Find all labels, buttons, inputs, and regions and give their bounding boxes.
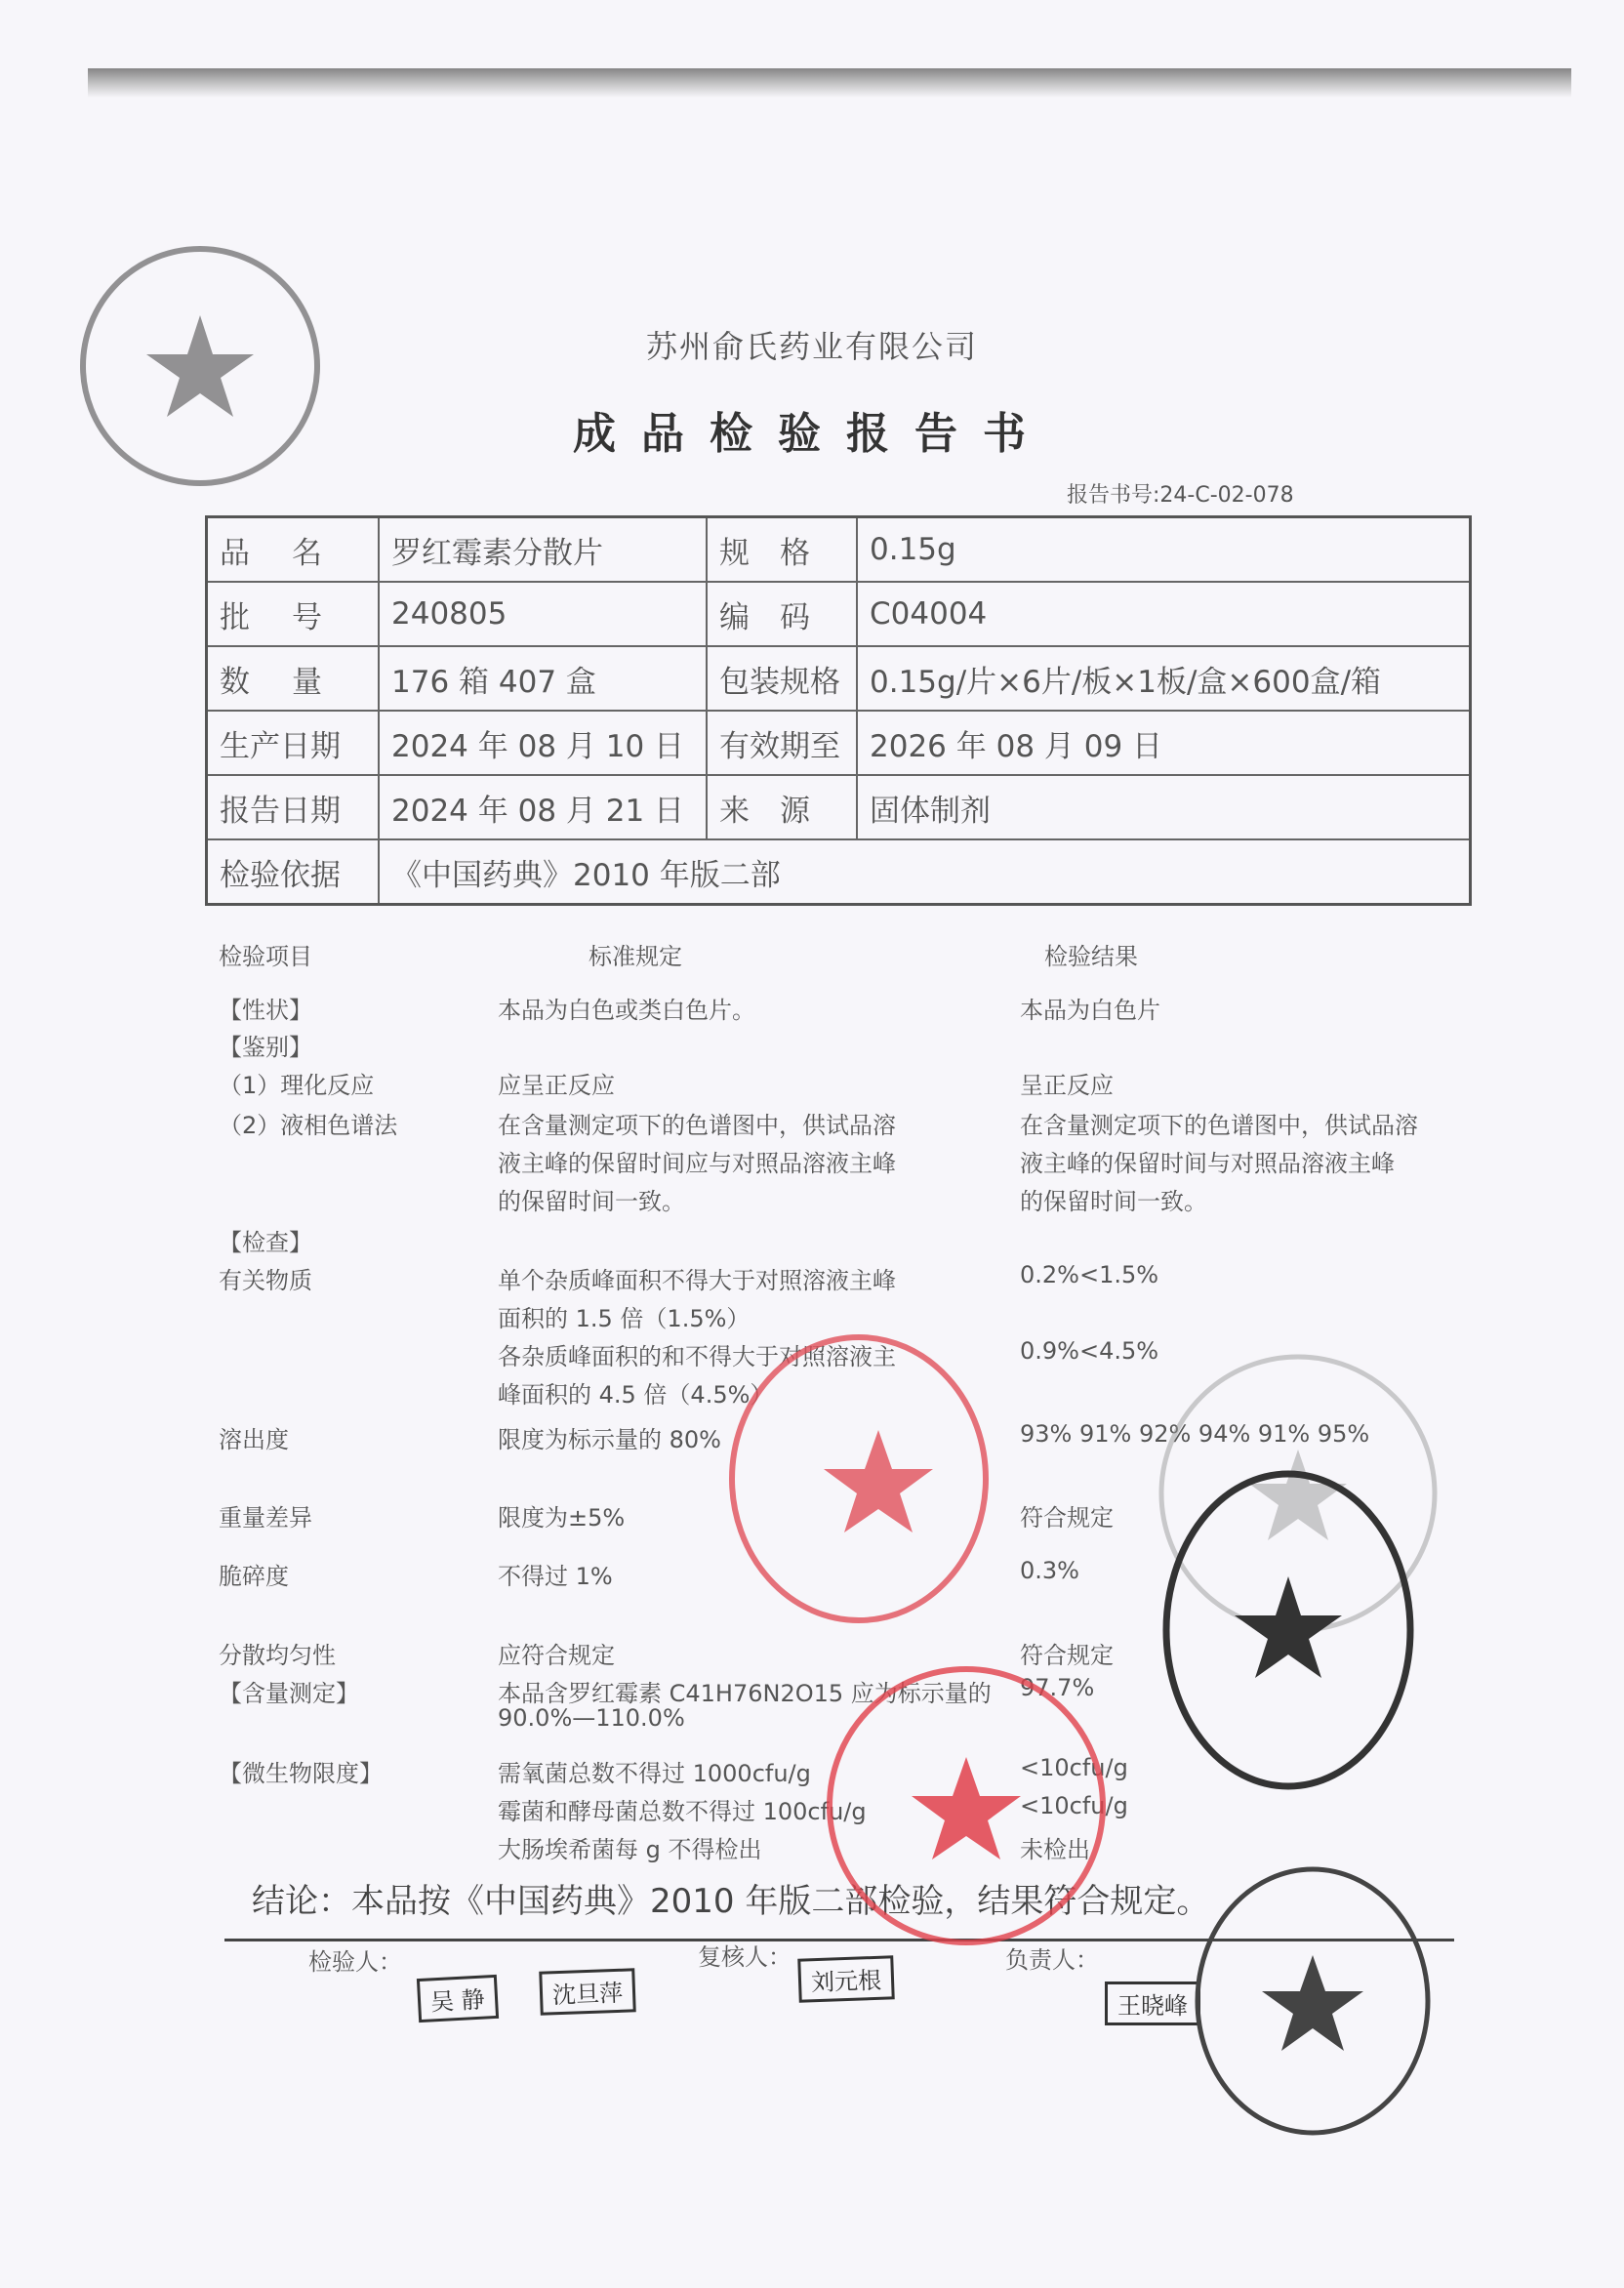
reviewer-signature: 刘元根 <box>797 1955 895 2002</box>
label-name: 品 名 <box>207 517 380 583</box>
value-pack: 0.15g/片×6片/板×1板/盒×600盒/箱 <box>857 646 1471 711</box>
row-standard: 峰面积的 4.5 倍（4.5%） <box>498 1381 774 1409</box>
row-standard: 的保留时间一致。 <box>498 1188 685 1215</box>
row-result: 液主峰的保留时间与对照品溶液主峰 <box>1020 1150 1395 1177</box>
inspector-signature-2: 沈旦萍 <box>539 1968 636 2015</box>
inspector-label: 检验人： <box>308 1948 402 1976</box>
label-spec: 规 格 <box>707 517 857 583</box>
report-title: 成品检验报告书 <box>573 409 1051 459</box>
inspector-signature-1: 吴 静 <box>417 1975 499 2022</box>
row-item: （1）理化反应 <box>219 1072 375 1099</box>
row-result: 未检出 <box>1020 1836 1090 1863</box>
label-basis: 检验依据 <box>207 839 380 905</box>
label-report-date: 报告日期 <box>207 775 380 839</box>
responsible-signature: 王晓峰 <box>1105 1982 1200 2025</box>
row-item: 【微生物限度】 <box>219 1760 383 1787</box>
label-pack: 包装规格 <box>707 646 857 711</box>
product-info-table <box>205 515 1472 906</box>
table-row <box>207 839 1471 905</box>
row-item: （2）液相色谱法 <box>219 1112 398 1139</box>
column-header-standard: 标准规定 <box>589 943 682 970</box>
row-item: 分散均匀性 <box>219 1642 336 1669</box>
scan-edge-shadow <box>88 68 1571 98</box>
row-item: 【鉴别】 <box>219 1034 312 1061</box>
row-standard: 面积的 1.5 倍（1.5%） <box>498 1305 751 1332</box>
row-result: <10cfu/g <box>1020 1792 1128 1819</box>
reviewer-label: 复核人： <box>698 1943 792 1971</box>
row-standard: 不得过 1% <box>498 1563 613 1590</box>
row-standard: 应符合规定 <box>498 1642 615 1669</box>
row-standard: 在含量测定项下的色谱图中，供试品溶 <box>498 1112 896 1139</box>
table-row <box>207 646 1471 711</box>
label-batch: 批 号 <box>207 582 380 646</box>
row-standard: 单个杂质峰面积不得大于对照溶液主峰 <box>498 1267 896 1294</box>
row-result: 0.3% <box>1020 1557 1079 1584</box>
row-standard: 限度为标示量的 80% <box>498 1426 721 1453</box>
row-result: 符合规定 <box>1020 1642 1114 1669</box>
row-standard: 本品为白色或类白色片。 <box>498 997 755 1024</box>
row-standard: 大肠埃希菌每 g 不得检出 <box>498 1836 762 1863</box>
value-report-date: 2024 年 08 月 21 日 <box>379 775 707 839</box>
responsible-label: 负责人： <box>1005 1946 1099 1974</box>
table-row <box>207 711 1471 775</box>
row-item: 重量差异 <box>219 1504 312 1532</box>
row-standard: 液主峰的保留时间应与对照品溶液主峰 <box>498 1150 896 1177</box>
row-item: 有关物质 <box>219 1267 312 1294</box>
stamp-quality-dept-gray <box>73 239 327 493</box>
value-mfg: 2024 年 08 月 10 日 <box>379 711 707 775</box>
row-standard: 霉菌和酵母菌总数不得过 100cfu/g <box>498 1798 867 1825</box>
table-row <box>207 517 1471 583</box>
stamp-yu-pharma-qc <box>1186 1859 1440 2143</box>
row-item: 【检查】 <box>219 1229 312 1256</box>
row-result: 0.9%<4.5% <box>1020 1337 1159 1365</box>
row-standard: 各杂质峰面积的和不得大于对照溶液主 <box>498 1343 896 1370</box>
value-exp: 2026 年 08 月 09 日 <box>857 711 1471 775</box>
row-standard: 应呈正反应 <box>498 1072 615 1099</box>
label-code: 编 码 <box>707 582 857 646</box>
row-result: 本品为白色片 <box>1020 997 1160 1024</box>
row-item: 【性状】 <box>219 997 312 1024</box>
value-name: 罗红霉素分散片 <box>379 517 707 583</box>
row-standard: 90.0%—110.0% <box>498 1704 685 1732</box>
value-code: C04004 <box>857 582 1471 646</box>
value-spec: 0.15g <box>857 517 1471 583</box>
row-result: 0.2%<1.5% <box>1020 1261 1159 1288</box>
column-header-result: 检验结果 <box>1044 943 1138 970</box>
label-exp: 有效期至 <box>707 711 857 775</box>
row-item: 溶出度 <box>219 1426 289 1453</box>
value-batch: 240805 <box>379 582 707 646</box>
company-name: 苏州俞氏药业有限公司 <box>645 328 978 365</box>
label-source: 来 源 <box>707 775 857 839</box>
row-result: <10cfu/g <box>1020 1754 1128 1781</box>
row-item: 【含量测定】 <box>219 1680 359 1707</box>
label-qty: 数 量 <box>207 646 380 711</box>
row-standard: 本品含罗红霉素 C41H76N2O15 应为标示量的 <box>498 1680 992 1707</box>
row-result: 符合规定 <box>1020 1504 1114 1532</box>
table-row <box>207 582 1471 646</box>
row-item: 脆碎度 <box>219 1563 289 1590</box>
stamp-quality-dept-red <box>722 1328 995 1630</box>
value-qty: 176 箱 407 盒 <box>379 646 707 711</box>
row-result: 的保留时间一致。 <box>1020 1188 1207 1215</box>
row-result: 93% 91% 92% 94% 91% 95% <box>1020 1420 1370 1448</box>
stamp-red-lower <box>820 1659 1113 1952</box>
row-result: 97.7% <box>1020 1674 1095 1701</box>
table-row <box>207 775 1471 839</box>
row-result: 呈正反应 <box>1020 1072 1114 1099</box>
value-source: 固体制剂 <box>857 775 1471 839</box>
row-result: 在含量测定项下的色谱图中，供试品溶 <box>1020 1112 1418 1139</box>
value-basis: 《中国药典》2010 年版二部 <box>379 839 1471 905</box>
conclusion: 结论：本品按《中国药典》2010 年版二部检验，结果符合规定。 <box>252 1882 1210 1921</box>
label-mfg: 生产日期 <box>207 711 380 775</box>
column-header-item: 检验项目 <box>219 943 312 970</box>
row-standard: 限度为±5% <box>498 1504 626 1532</box>
row-standard: 需氧菌总数不得过 1000cfu/g <box>498 1760 811 1787</box>
report-number: 报告书号:24-C-02-078 <box>1067 483 1294 508</box>
stamp-quality-management-black <box>1152 1459 1435 1801</box>
